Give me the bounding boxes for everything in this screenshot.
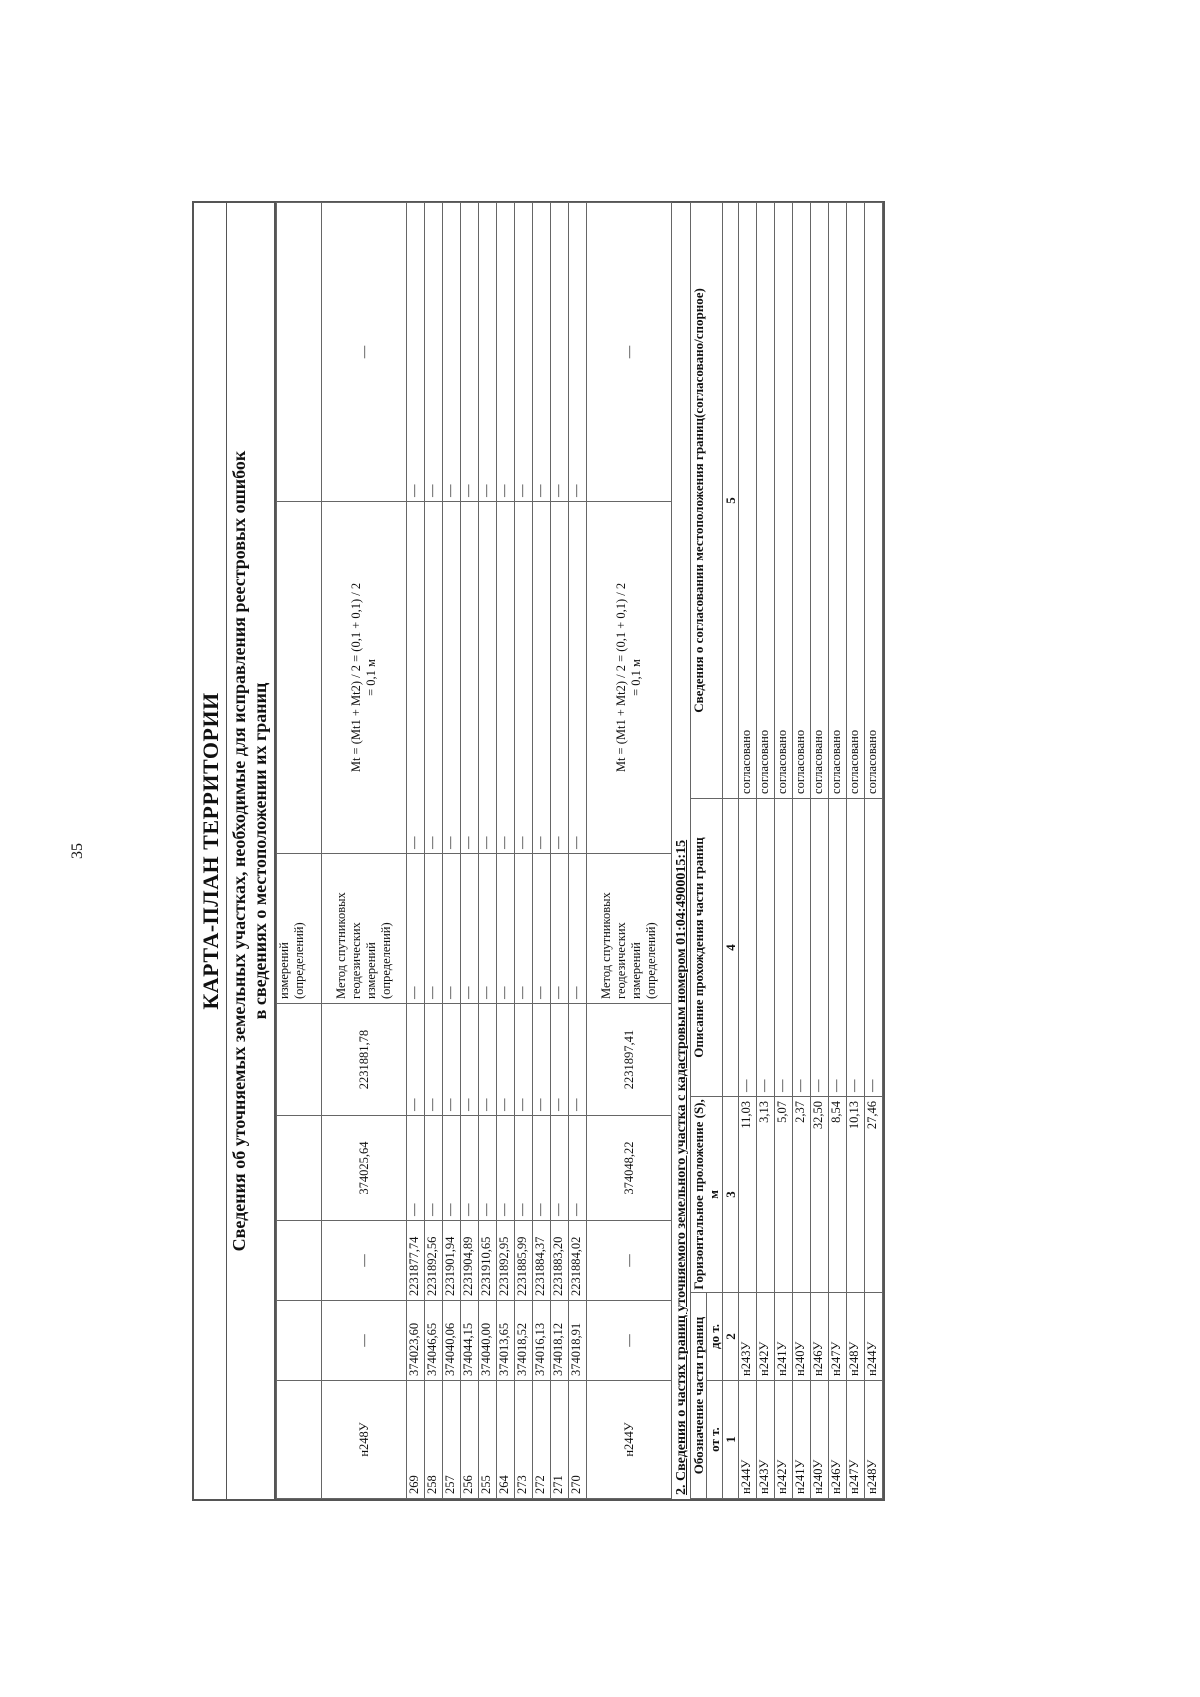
cell-extra: — xyxy=(425,203,443,502)
cell-method: — xyxy=(497,854,515,1004)
cell-point xyxy=(277,1381,322,1499)
cell-from: н244У xyxy=(739,1381,757,1499)
cell-extra: — xyxy=(551,203,569,502)
cell-x-new: — xyxy=(425,1116,443,1221)
cell-point: 264 xyxy=(497,1381,515,1499)
coordinates-row xyxy=(569,203,587,1499)
cell-y-old xyxy=(277,1221,322,1301)
cell-point: н248У xyxy=(322,1381,407,1499)
coordinates-row xyxy=(322,203,407,1499)
cell-extra: — xyxy=(443,203,461,502)
coordinates-row xyxy=(277,203,322,1499)
section2-title-text: 2. Сведения о частях границ уточняемого земельного участка с кадастровым номером xyxy=(674,948,689,1495)
cell-formula: — xyxy=(443,502,461,854)
cell-y-old: 2231901,94 xyxy=(443,1221,461,1301)
header-distance: Горизонтальное проложение (S), м xyxy=(691,1096,723,1292)
cadastral-number: 01:04:4900015:15 xyxy=(674,839,689,945)
cell-y-old: 2231877,74 xyxy=(407,1221,425,1301)
cell-y-new: 2231897,41 xyxy=(587,1004,672,1116)
cell-x-new: — xyxy=(497,1116,515,1221)
cell-to: н248У xyxy=(847,1292,865,1380)
cell-formula: — xyxy=(479,502,497,854)
cell-method: — xyxy=(425,854,443,1004)
cell-extra: — xyxy=(479,203,497,502)
cell-y-new: — xyxy=(461,1004,479,1116)
coordinates-row xyxy=(461,203,479,1499)
cell-x-new: 374025,64 xyxy=(322,1116,407,1221)
cell-desc: — xyxy=(757,798,775,1096)
cell-agree: согласовано xyxy=(811,202,829,798)
boundary-part-row xyxy=(829,202,847,1498)
cell-formula: Mt = (Mt1 + Mt2) / 2 = (0,1 + 0,1) / 2 = 0,1 м xyxy=(587,502,672,854)
document-title: КАРТА-ПЛАН ТЕРРИТОРИИ xyxy=(194,203,227,1499)
cell-x-new: — xyxy=(479,1116,497,1221)
cell-y-old: 2231892,56 xyxy=(425,1221,443,1301)
boundary-part-row xyxy=(865,202,883,1498)
header-agreement: Сведения о согласовании местоположения границ(согласовано/спорное) xyxy=(691,202,723,798)
cell-desc: — xyxy=(793,798,811,1096)
cell-method: — xyxy=(551,854,569,1004)
header-description: Описание прохождения части границ xyxy=(691,798,723,1096)
cell-to: н244У xyxy=(865,1292,883,1380)
page-number: 35 xyxy=(69,843,86,859)
cell-y-old: 2231892,95 xyxy=(497,1221,515,1301)
cell-point: 257 xyxy=(443,1381,461,1499)
document-frame xyxy=(192,201,885,1501)
coordinates-row xyxy=(479,203,497,1499)
cell-x-old: 374016,13 xyxy=(533,1301,551,1381)
cell-from: н246У xyxy=(829,1381,847,1499)
boundary-part-row xyxy=(811,202,829,1498)
cell-agree: согласовано xyxy=(775,202,793,798)
cell-to: н246У xyxy=(811,1292,829,1380)
header-designation: Обозначение части границ xyxy=(691,1292,707,1498)
cell-point: 270 xyxy=(569,1381,587,1499)
cell-agree: согласовано xyxy=(793,202,811,798)
cell-point: 273 xyxy=(515,1381,533,1499)
cell-s: 8,54 xyxy=(829,1096,847,1292)
cell-x-new: — xyxy=(551,1116,569,1221)
section2-title xyxy=(672,203,690,1499)
cell-agree: согласовано xyxy=(865,202,883,798)
cell-extra: — xyxy=(461,203,479,502)
boundary-part-row xyxy=(739,202,757,1498)
cell-formula: — xyxy=(425,502,443,854)
cell-to: н242У xyxy=(757,1292,775,1380)
cell-y-new: — xyxy=(425,1004,443,1116)
cell-desc: — xyxy=(865,798,883,1096)
cell-formula: — xyxy=(515,502,533,854)
cell-x-old: 374040,06 xyxy=(443,1301,461,1381)
cell-desc: — xyxy=(811,798,829,1096)
cell-x-new: — xyxy=(407,1116,425,1221)
col-number-4: 4 xyxy=(723,798,739,1096)
rotated-page-content xyxy=(192,201,1012,1501)
cell-point: 258 xyxy=(425,1381,443,1499)
cell-formula: — xyxy=(461,502,479,854)
cell-formula xyxy=(277,502,322,854)
cell-x-new: — xyxy=(569,1116,587,1221)
boundary-part-row xyxy=(847,202,865,1498)
cell-s: 3,13 xyxy=(757,1096,775,1292)
cell-s: 10,13 xyxy=(847,1096,865,1292)
cell-y-new: — xyxy=(479,1004,497,1116)
cell-from: н248У xyxy=(865,1381,883,1499)
cell-formula: — xyxy=(407,502,425,854)
boundary-parts-table xyxy=(690,202,883,1499)
section-subtitle-line2: в сведениях о местоположении их границ xyxy=(250,203,276,1499)
col-number-1: 1 xyxy=(723,1381,739,1499)
cell-method: — xyxy=(479,854,497,1004)
cell-y-new: — xyxy=(533,1004,551,1116)
cell-y-new: 2231881,78 xyxy=(322,1004,407,1116)
cell-s: 2,37 xyxy=(793,1096,811,1292)
cell-agree: согласовано xyxy=(829,202,847,798)
cell-x-old: 374018,12 xyxy=(551,1301,569,1381)
cell-desc: — xyxy=(775,798,793,1096)
cell-formula: Mt = (Mt1 + Mt2) / 2 = (0,1 + 0,1) / 2 = 0,1 м xyxy=(322,502,407,854)
cell-formula: — xyxy=(551,502,569,854)
cell-y-new: — xyxy=(515,1004,533,1116)
cell-y-new: — xyxy=(407,1004,425,1116)
cell-y-old: — xyxy=(322,1221,407,1301)
cell-method: — xyxy=(569,854,587,1004)
boundary-part-row xyxy=(793,202,811,1498)
cell-point: 271 xyxy=(551,1381,569,1499)
cell-y-old: 2231884,02 xyxy=(569,1221,587,1301)
cell-from: н240У xyxy=(811,1381,829,1499)
coordinates-row xyxy=(443,203,461,1499)
col-number-3: 3 xyxy=(723,1096,739,1292)
cell-point: 269 xyxy=(407,1381,425,1499)
header-to: до т. xyxy=(707,1292,723,1380)
cell-x-old: 374013,65 xyxy=(497,1301,515,1381)
cell-x-new: 374048,22 xyxy=(587,1116,672,1221)
cell-y-new: — xyxy=(443,1004,461,1116)
cell-desc: — xyxy=(829,798,847,1096)
cell-y-new: — xyxy=(569,1004,587,1116)
cell-y-new: — xyxy=(497,1004,515,1116)
cell-x-old: 374023,60 xyxy=(407,1301,425,1381)
cell-point: 272 xyxy=(533,1381,551,1499)
cell-s: 11,03 xyxy=(739,1096,757,1292)
cell-x-new: — xyxy=(461,1116,479,1221)
cell-to: н243У xyxy=(739,1292,757,1380)
cell-y-old: 2231883,20 xyxy=(551,1221,569,1301)
cell-x-old: — xyxy=(322,1301,407,1381)
cell-agree: согласовано xyxy=(739,202,757,798)
col-number-2: 2 xyxy=(723,1292,739,1380)
cell-x-old: 374018,52 xyxy=(515,1301,533,1381)
cell-extra: — xyxy=(569,203,587,502)
cell-method: Метод спутниковых геодезических измерений (определений) xyxy=(587,854,672,1004)
cell-extra: — xyxy=(322,203,407,502)
cell-x-new xyxy=(277,1116,322,1221)
coordinates-row xyxy=(425,203,443,1499)
boundary-part-row xyxy=(757,202,775,1498)
cell-extra xyxy=(277,203,322,502)
cell-point: 255 xyxy=(479,1381,497,1499)
cell-x-new: — xyxy=(515,1116,533,1221)
cell-extra: — xyxy=(533,203,551,502)
cell-desc: — xyxy=(847,798,865,1096)
boundary-part-row xyxy=(775,202,793,1498)
cell-y-old: — xyxy=(587,1221,672,1301)
cell-x-old: — xyxy=(587,1301,672,1381)
cell-y-old: 2231884,37 xyxy=(533,1221,551,1301)
cell-y-old: 2231904,89 xyxy=(461,1221,479,1301)
cell-extra: — xyxy=(515,203,533,502)
cell-extra: — xyxy=(407,203,425,502)
cell-method: — xyxy=(443,854,461,1004)
cell-x-old: 374046,65 xyxy=(425,1301,443,1381)
cell-method: измерений (определений) xyxy=(277,854,322,1004)
coordinates-row xyxy=(515,203,533,1499)
cell-method: — xyxy=(407,854,425,1004)
cell-agree: согласовано xyxy=(847,202,865,798)
cell-formula: — xyxy=(533,502,551,854)
cell-point: н244У xyxy=(587,1381,672,1499)
cell-y-new: — xyxy=(551,1004,569,1116)
boundary-parts-body xyxy=(739,202,883,1498)
cell-s: 27,46 xyxy=(865,1096,883,1292)
cell-s: 32,50 xyxy=(811,1096,829,1292)
cell-x-new: — xyxy=(443,1116,461,1221)
cell-method: — xyxy=(461,854,479,1004)
cell-x-old: 374044,15 xyxy=(461,1301,479,1381)
cell-desc: — xyxy=(739,798,757,1096)
col-number-5: 5 xyxy=(723,202,739,798)
cell-agree: согласовано xyxy=(757,202,775,798)
cell-x-new: — xyxy=(533,1116,551,1221)
cell-from: н242У xyxy=(775,1381,793,1499)
section-subtitle-line1: Сведения об уточняемых земельных участках, необходимые для исправления реестровых ошибок xyxy=(229,450,249,1252)
coordinates-table xyxy=(276,202,672,1499)
cell-s: 5,07 xyxy=(775,1096,793,1292)
cell-formula: — xyxy=(569,502,587,854)
cell-y-old: 2231885,99 xyxy=(515,1221,533,1301)
cell-to: н241У xyxy=(775,1292,793,1380)
cell-x-old xyxy=(277,1301,322,1381)
coordinates-table-body xyxy=(277,203,672,1499)
cell-to: н240У xyxy=(793,1292,811,1380)
coordinates-row xyxy=(497,203,515,1499)
header-from: от т. xyxy=(707,1381,723,1499)
cell-extra: — xyxy=(497,203,515,502)
cell-from: н247У xyxy=(847,1381,865,1499)
cell-method: Метод спутниковых геодезических измерений (определений) xyxy=(322,854,407,1004)
cell-from: н243У xyxy=(757,1381,775,1499)
cell-point: 256 xyxy=(461,1381,479,1499)
coordinates-row xyxy=(407,203,425,1499)
cell-x-old: 374040,00 xyxy=(479,1301,497,1381)
coordinates-row xyxy=(551,203,569,1499)
cell-from: н241У xyxy=(793,1381,811,1499)
cell-method: — xyxy=(515,854,533,1004)
cell-formula: — xyxy=(497,502,515,854)
cell-extra: — xyxy=(587,203,672,502)
cell-method: — xyxy=(533,854,551,1004)
coordinates-row xyxy=(533,203,551,1499)
cell-x-old: 374018,91 xyxy=(569,1301,587,1381)
cell-to: н247У xyxy=(829,1292,847,1380)
coordinates-row xyxy=(587,203,672,1499)
cell-y-old: 2231910,65 xyxy=(479,1221,497,1301)
cell-y-new xyxy=(277,1004,322,1116)
